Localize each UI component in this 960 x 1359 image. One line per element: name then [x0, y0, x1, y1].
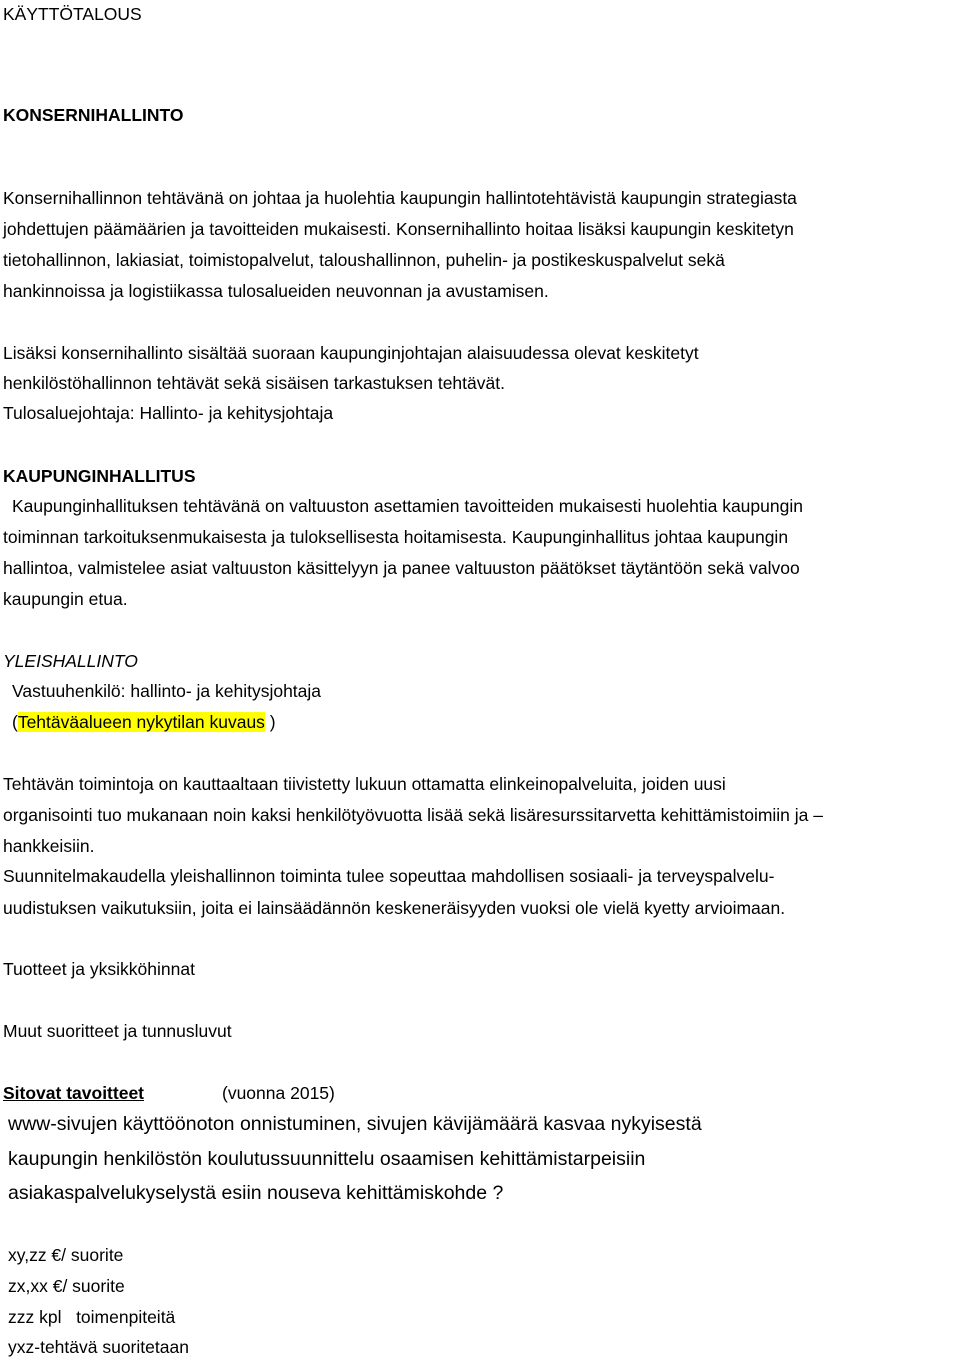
- paragraph-line: tietohallinnon, lakiasiat, toimistopalvelut, taloushallinnon, puhelin- ja postikeskuspalvelut sekä: [3, 250, 725, 270]
- products-heading: Tuotteet ja yksikköhinnat: [3, 959, 195, 979]
- paragraph-line: hankkeisiin.: [3, 836, 95, 856]
- paragraph-line: hankinnoissa ja logistiikassa tulosalueiden neuvonnan ja avustamisen.: [3, 281, 549, 301]
- paragraph-line: organisointi tuo mukanaan noin kaksi henkilötyövuotta lisää sekä lisäresurssitarvetta kehittämistoimiin ja –: [3, 805, 823, 825]
- goal-item: www-sivujen käyttöönoton onnistuminen, sivujen kävijämäärä kasvaa nykyisestä: [8, 1113, 702, 1135]
- paragraph-line: johdettujen päämäärien ja tavoitteiden mukaisesti. Konsernihallinto hoitaa lisäksi kaupungin keskitetyn: [3, 219, 794, 239]
- paragraph-line: henkilöstöhallinnon tehtävät sekä sisäisen tarkastuksen tehtävät.: [3, 373, 505, 393]
- responsible-person: Tulosaluejohtaja: Hallinto- ja kehitysjohtaja: [3, 403, 334, 423]
- metric-item: zx,xx €/ suorite: [8, 1276, 125, 1296]
- goals-heading-row: [3, 1082, 335, 1104]
- goal-item: kaupungin henkilöstön koulutussuunnittelu osaamisen kehittämistarpeisiin: [8, 1148, 646, 1170]
- responsible-person: Vastuuhenkilö: hallinto- ja kehitysjohtaja: [12, 681, 322, 701]
- section-heading-kaupunginhallitus: KAUPUNGINHALLITUS: [3, 466, 196, 486]
- metric-item: xy,zz €/ suorite: [8, 1245, 124, 1265]
- description-placeholder: [12, 711, 276, 733]
- paragraph-line: Lisäksi konsernihallinto sisältää suoraan kaupunginjohtajan alaisuudessa olevat keskitetyt: [3, 343, 699, 363]
- paragraph-line: Konsernihallinnon tehtävänä on johtaa ja huolehtia kaupungin hallintotehtävistä kaupungin strategiasta: [3, 188, 797, 208]
- paragraph-line: kaupungin etua.: [3, 589, 128, 609]
- paragraph-line: Tehtävän toimintoja on kauttaaltaan tiivistetty lukuun ottamatta elinkeinopalveluita, joiden uusi: [3, 774, 726, 794]
- other-metrics-heading: Muut suoritteet ja tunnusluvut: [3, 1021, 232, 1041]
- paragraph-line: hallintoa, valmistelee asiat valtuuston käsittelyyn ja panee valtuuston päätökset täytäntöön sekä valvoo: [3, 558, 800, 578]
- highlighted-placeholder: Tehtäväalueen nykytilan kuvaus: [17, 712, 265, 732]
- goals-heading: Sitovat tavoitteet: [3, 1083, 144, 1103]
- metric-item: zzz kpl toimenpiteitä: [8, 1307, 176, 1327]
- running-title: KÄYTTÖTALOUS: [3, 4, 142, 24]
- section-heading-yleishallinto: YLEISHALLINTO: [3, 651, 138, 671]
- paren-open: (: [12, 712, 18, 732]
- paragraph-line: Kaupunginhallituksen tehtävänä on valtuuston asettamien tavoitteiden mukaisesti huolehtia kaupungin: [12, 496, 803, 516]
- paragraph-line: toiminnan tarkoituksenmukaisesta ja tuloksellisesta hoitamisesta. Kaupunginhallitus johtaa kaupungin: [3, 527, 789, 547]
- goal-item: asiakaspalvelukyselystä esiin nouseva kehittämiskohde ?: [8, 1182, 504, 1204]
- paragraph-line: Suunnitelmakaudella yleishallinnon toiminta tulee sopeuttaa mahdollisen sosiaali- ja terveyspalvelu-: [3, 866, 775, 886]
- section-heading-konsernihallinto: KONSERNIHALLINTO: [3, 105, 184, 125]
- goals-year: (vuonna 2015): [222, 1083, 335, 1103]
- paragraph-line: uudistuksen vaikutuksiin, joita ei lainsäädännön keskeneräisyyden vuoksi ole vielä kyetty arvioimaan.: [3, 898, 786, 918]
- paren-close: ): [264, 712, 276, 732]
- metric-item: yxz-tehtävä suoritetaan: [8, 1337, 189, 1357]
